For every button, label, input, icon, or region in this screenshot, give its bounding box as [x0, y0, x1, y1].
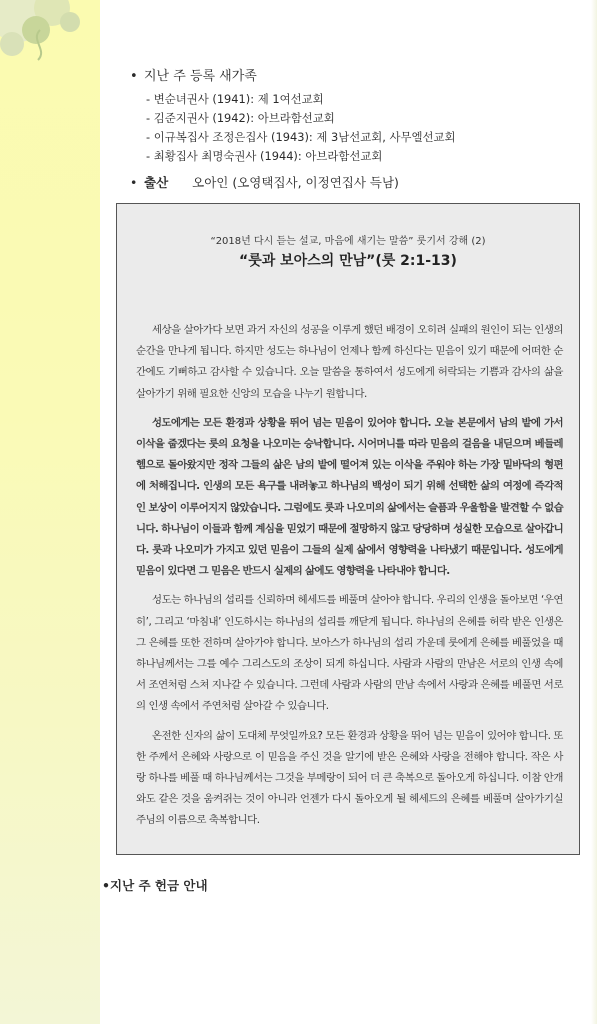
bulletin-page — [100, 0, 597, 1024]
sermon-paragraph: 세상을 살아가다 보면 과거 자신의 성공을 이루게 했던 배경이 오히려 실패의 원인이 되는 인생의 순간을 만나게 됩니다. 하지만 성도는 하나님이 언제나 함께 하신다는 믿음이 있기 때문에 어떠한 순간에도 기뻐하고 감사할 수 있습니다. 오늘 말씀을 통하여서 성도에게 허락되는 기쁨과 감사의 삶을 살아가기 위해 필요한 신앙의 모습을 나누기 원합니다. — [136, 324, 563, 400]
bullet-icon: • — [130, 69, 138, 84]
sermon-series: “2018년 다시 듣는 설교, 마음에 새기는 말씀” 룻기서 강해 (2) — [210, 236, 486, 247]
sermon-paragraph: 성도는 하나님의 섭리를 신뢰하며 헤세드를 베풀며 살아야 합니다. 우리의 인생을 돌아보면 ‘우연히’, 그리고 ‘마침내’ 인도하시는 하나님의 섭리를 깨닫게 됩니다. 하나님의 은혜를 허락 받은 인생은 그 은혜를 또한 전하며 살아가야 합니다. 보아스가 하나님의 섭리 가운데 룻에게 은혜를 베풀었을 때 하나님께서는 그를 예수 그리스도의 조상이 되게 하십니다. 사람과 사람의 만남은 서로의 인생 속에서 조연처럼 스쳐 지나갈 수 있습니다. 그런데 사람과 사람의 만남 속에서 사랑과 은혜를 베풀면 서로의 인생 속에서 주연처럼 살아갈 수 있습니다. — [136, 594, 563, 713]
sermon-paragraph: 성도에게는 모든 환경과 상황을 뛰어 넘는 믿음이 있어야 합니다. 오늘 본문에서 남의 밭에 가서 이삭을 줍겠다는 룻의 요청을 나오미는 승낙합니다. 시어머니를 따라 믿음의 걸음을 내딛으며 베들레헴으로 돌아왔지만 정작 그들의 삶은 남의 밭에 떨어져 있는 이삭을 주워야 하는 가장 밑바닥의 형편에 처해집니다. 인생의 모든 욕구를 내려놓고 하나님의 백성이 되기 위해 선택한 삶의 여정에 즉각적인 보상이 이루어지지 않았습니다. 그럼에도 룻과 나오미의 삶에서는 슬픔과 우울함을 발견할 수 없습니다. 하나님이 이들과 함께 계심을 믿었기 때문에 절망하지 않고 당당하며 성실한 모습으로 살아갑니다. 룻과 나오미가 가지고 있던 믿음이 그들의 실제 삶에서 영향력을 나타냈기 때문입니다. 성도에게 믿음이 있다면 그 믿음은 반드시 실제의 삶에도 영향력을 나타내야 합니다. — [136, 416, 563, 578]
birth-announcement — [130, 173, 399, 191]
sermon-body — [136, 320, 563, 840]
new-members-heading — [130, 65, 257, 84]
list-item: - 이규복집사 조정은집사 (1943): 제 3남선교회, 사무엘선교회 — [146, 130, 456, 144]
page-edge-shadow — [591, 0, 597, 1024]
new-members-title: 지난 주 등록 새가족 — [144, 69, 257, 84]
offering-heading — [102, 876, 208, 894]
flower-decoration-icon — [0, 0, 100, 70]
sermon-paragraph: 온전한 신자의 삶이 도대체 무엇일까요? 모든 환경과 상황을 뛰어 넘는 믿음이 있어야 합니다. 또한 주께서 은혜와 사랑으로 이 믿음을 주신 것을 알기에 받은 은혜와 사랑을 전해야 합니다. 작은 사랑 하나를 베풀 때 하나님께서는 그것을 부메랑이 되어 더 큰 축복으로 돌아오게 하십니다. 이참 안개와도 같은 것을 움켜쥐는 것이 아니라 언젠가 다시 돌아오게 될 헤세드의 은혜를 베풀며 살아가기실 주님의 이름으로 축복합니다. — [136, 729, 563, 827]
sermon-summary-box — [116, 203, 580, 855]
list-item: - 김준지권사 (1942): 아브라함선교회 — [146, 111, 335, 125]
offering-title: 지난 주 헌금 안내 — [110, 878, 208, 893]
bullet-icon: • — [102, 878, 110, 893]
sermon-title: “룻과 보아스의 만남”(룻 2:1-13) — [239, 253, 457, 269]
list-item: - 최황집사 최명숙권사 (1944): 아브라함선교회 — [146, 149, 383, 163]
list-item: - 변순녀권사 (1941): 제 1여선교회 — [146, 92, 324, 106]
birth-text: 오아인 (오영택집사, 이정연집사 득남) — [192, 175, 399, 190]
decorative-side-strip — [0, 0, 100, 1024]
new-members-list — [146, 90, 456, 166]
birth-label: 출산 — [144, 175, 169, 190]
bullet-icon: • — [130, 175, 138, 190]
